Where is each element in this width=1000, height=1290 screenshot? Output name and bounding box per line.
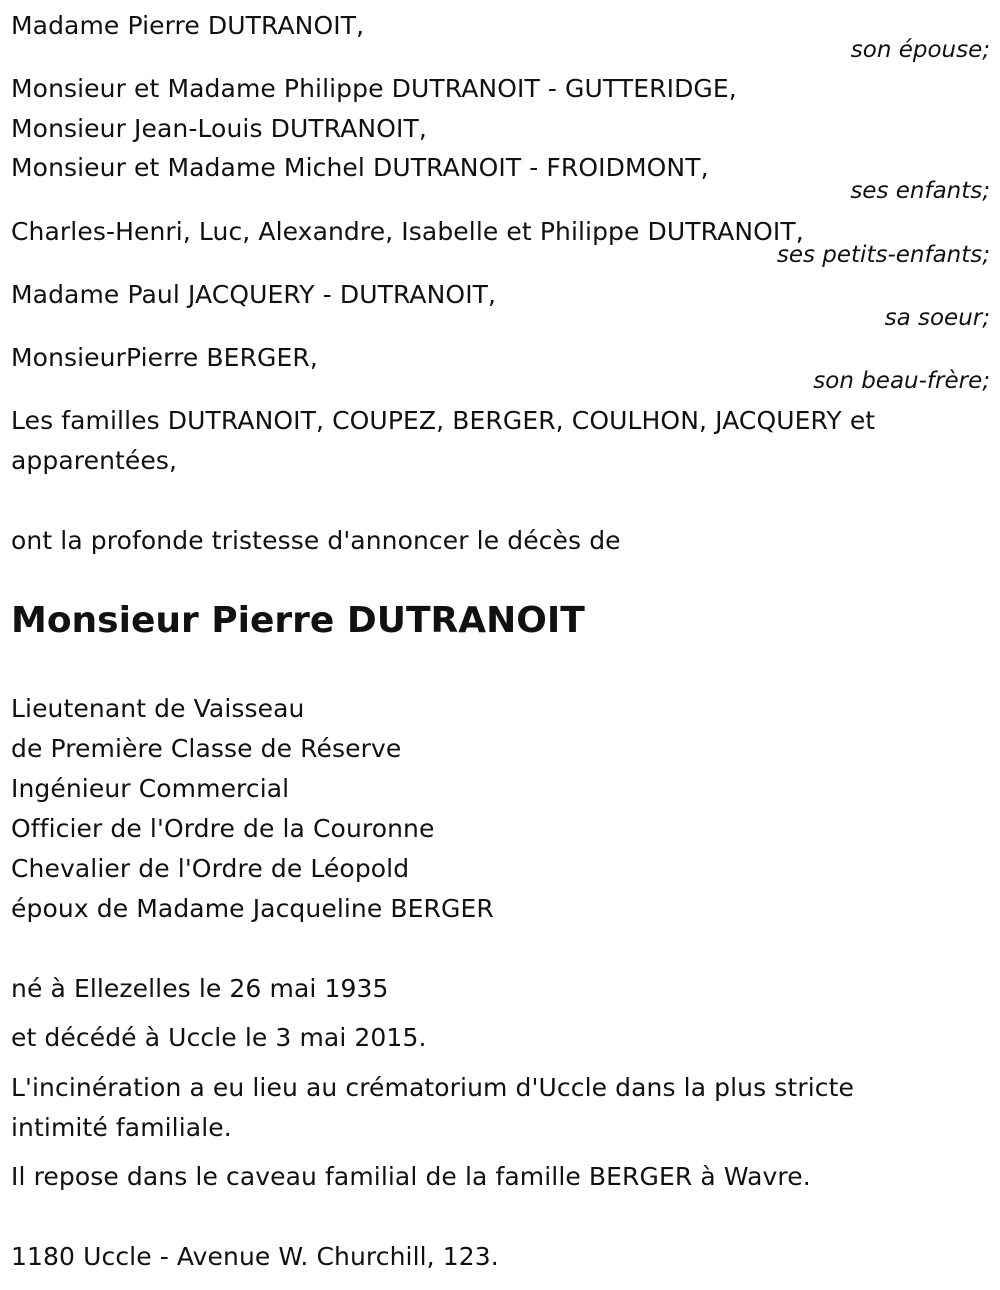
relation-label: son épouse; xyxy=(850,37,990,63)
family-line: MonsieurPierre BERGER, xyxy=(11,343,318,372)
title-line: Officier de l'Ordre de la Couronne xyxy=(11,814,435,843)
family-line: Les familles DUTRANOIT, COUPEZ, BERGER, COULHON, JACQUERY et xyxy=(11,406,876,435)
title-line: Lieutenant de Vaisseau xyxy=(11,694,305,723)
address: 1180 Uccle - Avenue W. Churchill, 123. xyxy=(11,1242,499,1271)
title-line: époux de Madame Jacqueline BERGER xyxy=(11,894,494,923)
family-line: apparentées, xyxy=(11,446,178,475)
birth-info: né à Ellezelles le 26 mai 1935 xyxy=(11,974,389,1003)
relation-label: son beau-frère; xyxy=(813,368,990,394)
family-line: Charles-Henri, Luc, Alexandre, Isabelle et Philippe DUTRANOIT, xyxy=(11,217,804,246)
relation-label: ses enfants; xyxy=(850,178,990,204)
announcement: ont la profonde tristesse d'annoncer le décès de xyxy=(11,526,621,555)
relation-label: ses petits-enfants; xyxy=(776,242,990,268)
title-line: Ingénieur Commercial xyxy=(11,774,290,803)
title-line: Chevalier de l'Ordre de Léopold xyxy=(11,854,410,883)
title-line: de Première Classe de Réserve xyxy=(11,734,402,763)
cremation-line: intimité familiale. xyxy=(11,1113,232,1142)
relation-label: sa soeur; xyxy=(884,305,990,331)
burial-info: Il repose dans le caveau familial de la famille BERGER à Wavre. xyxy=(11,1162,811,1191)
family-line: Monsieur et Madame Michel DUTRANOIT - FROIDMONT, xyxy=(11,153,709,182)
family-line: Madame Paul JACQUERY - DUTRANOIT, xyxy=(11,280,497,309)
family-line: Monsieur Jean-Louis DUTRANOIT, xyxy=(11,114,427,143)
cremation-line: L'incinération a eu lieu au crématorium d'Uccle dans la plus stricte xyxy=(11,1073,854,1102)
family-line: Monsieur et Madame Philippe DUTRANOIT - GUTTERIDGE, xyxy=(11,74,737,103)
deceased-name: Monsieur Pierre DUTRANOIT xyxy=(11,600,585,641)
death-info: et décédé à Uccle le 3 mai 2015. xyxy=(11,1023,427,1052)
family-line: Madame Pierre DUTRANOIT, xyxy=(11,11,365,40)
